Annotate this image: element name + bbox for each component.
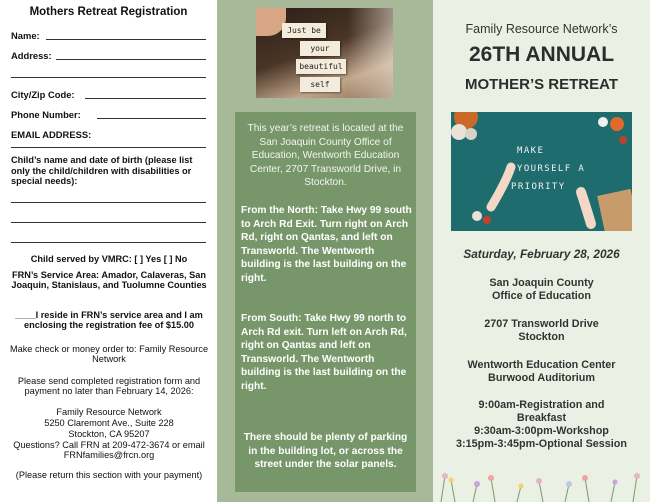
wildflowers-decoration <box>433 466 650 502</box>
mail-city: Stockton, CA 95207 <box>68 429 150 439</box>
venue-line-1: San Joaquin County <box>489 277 594 289</box>
schedule-workshop: 9:30am-3:00pm-Workshop <box>474 425 609 437</box>
check-payable: Make check or money order to: Family Resource Network <box>9 344 209 365</box>
directions-box <box>235 112 416 492</box>
phone-field[interactable] <box>97 118 206 119</box>
parking-note: There should be plenty of parking in the building lot, or across the street under the solar panels. <box>243 432 408 471</box>
word-block-4: self <box>300 77 340 92</box>
word-block-2: your <box>300 41 340 56</box>
registration-panel <box>0 0 217 502</box>
make-yourself-priority-photo <box>451 112 632 231</box>
city-zip-label: City/Zip Code: <box>11 89 75 100</box>
child-field-line3[interactable] <box>11 242 206 243</box>
word-block-1: Just be <box>282 23 326 38</box>
city-zip-field[interactable] <box>85 98 206 99</box>
name-label: Name: <box>11 30 40 41</box>
address-field-line2[interactable] <box>11 77 206 78</box>
address-line-1: 2707 Transworld Drive <box>484 318 599 330</box>
center-line-2: Burwood Auditorium <box>488 372 595 384</box>
photo-text-make: MAKE <box>517 146 545 156</box>
mail-street: 5250 Claremont Ave., Suite 228 <box>44 418 174 428</box>
registration-title: Mothers Retreat Registration <box>29 6 188 18</box>
word-block-3: beautiful <box>296 59 346 74</box>
child-field-line1[interactable] <box>11 202 206 203</box>
org-name: Family Resource Network’s <box>465 22 618 36</box>
send-instructions: Please send completed registration form and payment no later than February 14, 2026: <box>17 376 201 397</box>
address-line-2: Stockton <box>518 331 565 343</box>
address-field[interactable] <box>56 59 206 60</box>
return-note: (Please return this section with your payment) <box>15 470 203 480</box>
schedule-optional: 3:15pm-3:45pm-Optional Session <box>456 438 627 450</box>
schedule-registration: 9:00am-Registration and Breakfast <box>478 399 605 424</box>
directions-south: From South: Take Hwy 99 north to Arch Rd exit. Turn left on Arch Rd, right on Qantas and left on Transworld. The Wentworth building is the last building on the right. <box>241 313 407 392</box>
photo-text-priority: PRIORITY <box>511 182 566 192</box>
directions-panel <box>217 0 433 502</box>
questions-contact: Questions? Call FRN at 209-472-3674 or email FRNfamilies@frcn.org <box>13 440 205 461</box>
location-intro: This year’s retreat is located at the San Joaquin County Office of Education, Wentworth Education Center, 2707 Transworld Drive, in Stockton. <box>247 123 404 189</box>
service-area: FRN’s Service Area: Amador, Calaveras, San Joaquin, Stanislaus, and Tuolumne Counties <box>11 270 207 291</box>
subheadline: MOTHER’S RETREAT <box>464 76 619 93</box>
photo-light <box>348 8 393 98</box>
email-field[interactable] <box>11 147 206 148</box>
mail-name: Family Resource Network <box>56 407 162 417</box>
phone-label: Phone Number: <box>11 109 81 120</box>
just-be-yourself-photo <box>256 8 393 98</box>
email-label: EMAIL ADDRESS: <box>11 129 92 140</box>
photo-text-yourself: YOURSELF A <box>517 164 586 174</box>
child-prompt: Child’s name and date of birth (please list only the child/children with disabilities or special needs): <box>11 155 193 186</box>
event-date: Saturday, February 28, 2026 <box>463 247 620 261</box>
venue-line-2: Office of Education <box>492 290 591 302</box>
name-field[interactable] <box>46 39 206 40</box>
address-label: Address: <box>11 50 52 61</box>
vmrc-question: Child served by VMRC: [ ] Yes [ ] No <box>30 254 188 264</box>
directions-north: From the North: Take Hwy 99 south to Arch Rd Exit. Turn right on Arch Rd, right on Qantas, and left on Transworld. The Wentworth building is the last building on the right. <box>241 205 412 284</box>
center-line-1: Wentworth Education Center <box>467 359 616 371</box>
child-field-line2[interactable] <box>11 222 206 223</box>
headline: 26TH ANNUAL <box>468 43 615 66</box>
cover-panel <box>433 0 650 502</box>
fee-statement: ____I reside in FRN’s service area and I am enclosing the registration fee of $15.00 <box>15 310 203 331</box>
